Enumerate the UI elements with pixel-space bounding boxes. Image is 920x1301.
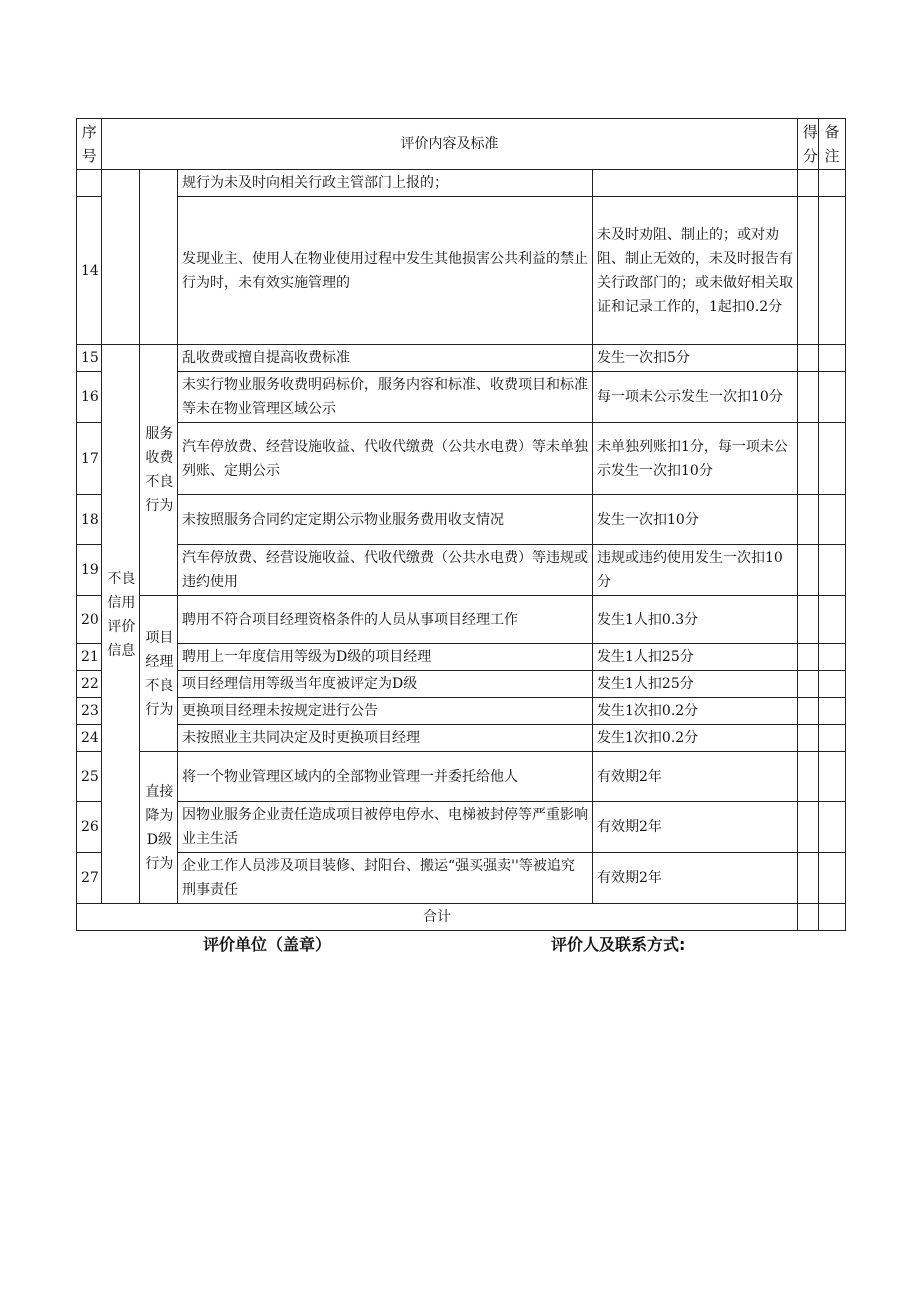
table-row (77, 345, 846, 372)
evaluation-table (76, 118, 846, 931)
category-direct-downgrade: 直接降为D级行为 (140, 752, 178, 904)
row-num: 20 (77, 596, 102, 644)
remark-cell (819, 197, 846, 345)
table-row (77, 197, 846, 345)
table-row (77, 853, 846, 904)
row-num: 16 (77, 372, 102, 423)
table-row (77, 596, 846, 644)
score-cell (798, 197, 819, 345)
category-bad-credit: 不良信用评价信息 (102, 345, 140, 904)
remark-cell (819, 345, 846, 372)
table-row (77, 698, 846, 725)
header-row (77, 119, 846, 170)
row-standard: 违规或违约使用发生一次扣10分 (593, 545, 798, 596)
row-standard: 发生1次扣0.2分 (593, 698, 798, 725)
row-num: 26 (77, 802, 102, 853)
header-content: 评价内容及标准 (102, 119, 798, 170)
row-standard: 发生1人扣25分 (593, 671, 798, 698)
row-content: 将一个物业管理区域内的全部物业管理一并委托给他人 (178, 752, 593, 802)
row-num (77, 170, 102, 197)
row-content: 聘用上一年度信用等级为D级的项目经理 (178, 644, 593, 671)
score-cell (798, 423, 819, 495)
table-row (77, 802, 846, 853)
total-score-cell (798, 904, 819, 931)
score-cell (798, 495, 819, 545)
remark-cell (819, 802, 846, 853)
remark-cell (819, 644, 846, 671)
score-cell (798, 802, 819, 853)
remark-cell (819, 495, 846, 545)
row-num: 15 (77, 345, 102, 372)
score-cell (798, 596, 819, 644)
remark-cell (819, 725, 846, 752)
row-num: 24 (77, 725, 102, 752)
header-remark: 备注 (819, 119, 846, 170)
row-standard: 每一项未公示发生一次扣10分 (593, 372, 798, 423)
row-standard: 发生一次扣10分 (593, 495, 798, 545)
category-cell-empty (102, 170, 140, 345)
total-row (77, 904, 846, 931)
row-num: 17 (77, 423, 102, 495)
row-content: 聘用不符合项目经理资格条件的人员从事项目经理工作 (178, 596, 593, 644)
row-standard: 发生1人扣25分 (593, 644, 798, 671)
score-cell (798, 644, 819, 671)
row-num: 27 (77, 853, 102, 904)
score-cell (798, 725, 819, 752)
row-standard: 发生一次扣5分 (593, 345, 798, 372)
header-score: 得分 (798, 119, 819, 170)
row-num: 18 (77, 495, 102, 545)
row-content: 未实行物业服务收费明码标价，服务内容和标准、收费项目和标准等未在物业管理区域公示 (178, 372, 593, 423)
row-standard: 有效期2年 (593, 802, 798, 853)
row-content: 发现业主、使用人在物业使用过程中发生其他损害公共利益的禁止行为时，未有效实施管理的 (178, 197, 593, 345)
table-row (77, 545, 846, 596)
row-content: 未按照业主共同决定及时更换项目经理 (178, 725, 593, 752)
row-standard: 未及时劝阻、制止的；或对劝阻、制止无效的，未及时报告有关行政部门的；或未做好相关取证和记录工作的，1起扣0.2分 (593, 197, 798, 345)
remark-cell (819, 372, 846, 423)
score-cell (798, 345, 819, 372)
score-cell (798, 170, 819, 197)
evaluating-unit-label: 评价单位（盖章） (203, 935, 332, 954)
remark-cell (819, 671, 846, 698)
score-cell (798, 671, 819, 698)
category-fee-behavior: 服务收费不良行为 (140, 345, 178, 596)
remark-cell (819, 853, 846, 904)
row-num: 22 (77, 671, 102, 698)
row-content: 汽车停放费、经营设施收益、代收代缴费（公共水电费）等未单独列账、定期公示 (178, 423, 593, 495)
row-standard: 发生1次扣0.2分 (593, 725, 798, 752)
score-cell (798, 853, 819, 904)
table-row (77, 644, 846, 671)
row-num: 21 (77, 644, 102, 671)
category-manager-behavior: 项目经理不良行为 (140, 596, 178, 752)
remark-cell (819, 423, 846, 495)
remark-cell (819, 698, 846, 725)
score-cell (798, 752, 819, 802)
table-row (77, 372, 846, 423)
row-standard: 未单独列账扣1分，每一项未公示发生一次扣10分 (593, 423, 798, 495)
score-cell (798, 698, 819, 725)
remark-cell (819, 170, 846, 197)
row-num: 23 (77, 698, 102, 725)
row-num: 14 (77, 197, 102, 345)
row-content: 企业工作人员涉及项目装修、封阳台、搬运“强买强卖''等被追究刑事责任 (178, 853, 593, 904)
row-content: 汽车停放费、经营设施收益、代收代缴费（公共水电费）等违规或违约使用 (178, 545, 593, 596)
total-remark-cell (819, 904, 846, 931)
table-row (77, 725, 846, 752)
row-content: 规行为未及时向相关行政主管部门上报的； (178, 170, 593, 197)
row-content: 更换项目经理未按规定进行公告 (178, 698, 593, 725)
evaluator-contact-label: 评价人及联系方式: (551, 935, 686, 954)
row-standard: 发生1人扣0.3分 (593, 596, 798, 644)
row-num: 25 (77, 752, 102, 802)
table-row (77, 170, 846, 197)
remark-cell (819, 752, 846, 802)
remark-cell (819, 596, 846, 644)
total-label: 合计 (77, 904, 798, 931)
row-content: 未按照服务合同约定定期公示物业服务费用收支情况 (178, 495, 593, 545)
table-row (77, 671, 846, 698)
row-standard: 有效期2年 (593, 853, 798, 904)
row-num: 19 (77, 545, 102, 596)
header-seq: 序号 (77, 119, 102, 170)
score-cell (798, 372, 819, 423)
row-standard: 有效期2年 (593, 752, 798, 802)
table-row (77, 495, 846, 545)
row-standard (593, 170, 798, 197)
table-row (77, 752, 846, 802)
row-content: 乱收费或擅自提高收费标准 (178, 345, 593, 372)
row-content: 项目经理信用等级当年度被评定为D级 (178, 671, 593, 698)
row-content: 因物业服务企业责任造成项目被停电停水、电梯被封停等严重影响业主生活 (178, 802, 593, 853)
score-cell (798, 545, 819, 596)
table-row (77, 423, 846, 495)
subcategory-cell-empty (140, 170, 178, 345)
remark-cell (819, 545, 846, 596)
